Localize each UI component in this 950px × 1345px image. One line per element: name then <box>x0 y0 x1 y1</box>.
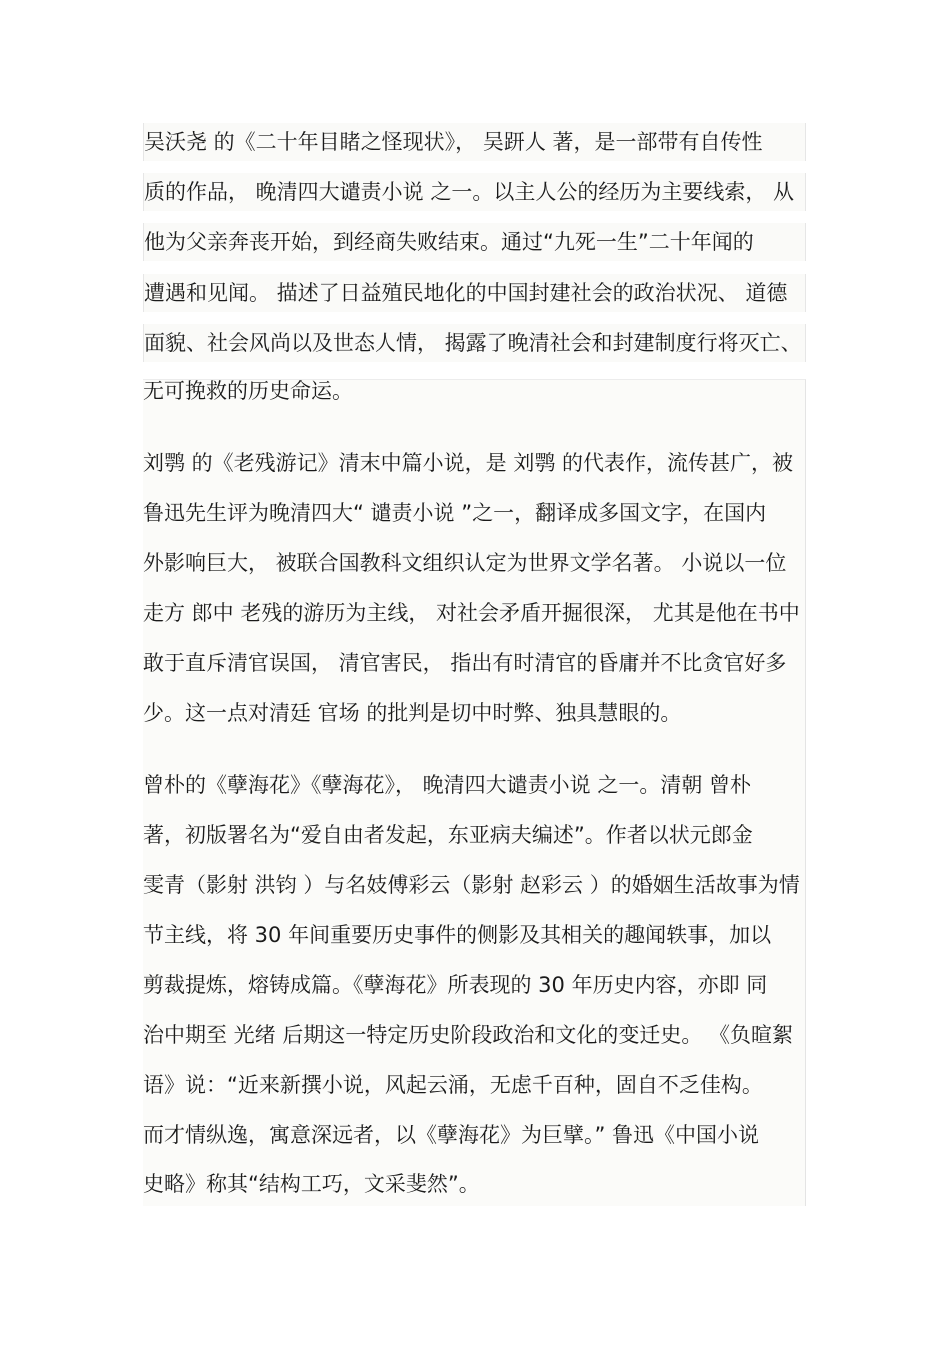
paragraph-line: 少。这一点对清廷 官场 的批判是切中时弊、独具慧眼的。 <box>143 701 682 725</box>
paragraph-line: 鲁迅先生评为晚清四大“ 谴责小说 ”之一，翻译成多国文字，在国内 <box>143 501 767 525</box>
paragraph-line: 他为父亲奔丧开始，到经商失败结束。通过“九死一生”二十年闻的 <box>143 223 806 261</box>
paragraph-line: 语》说：“近来新撰小说，风起云涌，无虑千百种，固自不乏佳构。 <box>143 1073 763 1097</box>
paragraph-line: 敢于直斥清官误国， 清官害民， 指出有时清官的昏庸并不比贪官好多 <box>143 651 787 675</box>
paragraph-line: 雯青（影射 洪钧 ）与名妓傅彩云（影射 赵彩云 ）的婚姻生活故事为情 <box>143 873 800 897</box>
paragraph-line: 刘鹗 的《老残游记》清末中篇小说，是 刘鹗 的代表作，流传甚广，被 <box>143 451 794 475</box>
paragraph-line: 治中期至 光绪 后期这一特定历史阶段政治和文化的变迁史。 《负暄絮 <box>143 1023 794 1047</box>
paragraph-line: 剪裁提炼，熔铸成篇。《孽海花》所表现的 30 年历史内容，亦即 同 <box>143 973 768 997</box>
paragraph-line: 著，初版署名为“爱自由者发起，东亚病夫编述”。作者以状元郎金 <box>143 823 753 847</box>
paragraph-line: 面貌、社会风尚以及世态人情， 揭露了晚清社会和封建制度行将灭亡、 <box>143 324 806 362</box>
paragraph-line: 外影响巨大， 被联合国教科文组织认定为世界文学名著。 小说以一位 <box>143 551 787 575</box>
paragraph-line: 节主线，将 30 年间重要历史事件的侧影及其相关的趣闻轶事，加以 <box>143 923 772 947</box>
paragraph-line: 史略》称其“结构工巧，文采斐然”。 <box>143 1172 480 1196</box>
paragraph-line: 无可挽救的历史命运。 <box>143 379 353 403</box>
paragraph-line: 遭遇和见闻。 描述了日益殖民地化的中国封建社会的政治状况、 道德 <box>143 274 806 312</box>
paragraph-line: 曾朴的《孽海花》《孽海花》， 晚清四大谴责小说 之一。清朝 曾朴 <box>143 773 752 797</box>
paragraph-line: 而才情纵逸，寓意深远者，以《孽海花》为巨擘。” 鲁迅《中国小说 <box>143 1123 760 1147</box>
paragraph-line: 走方 郎中 老残的游历为主线， 对社会矛盾开掘很深， 尤其是他在书中 <box>143 601 800 625</box>
paragraph-line: 质的作品， 晚清四大谴责小说 之一。以主人公的经历为主要线索， 从 <box>143 173 806 211</box>
paragraph-line: 吴沃尧 的《二十年目睹之怪现状》， 吴趼人 著，是一部带有自传性 <box>143 123 806 161</box>
